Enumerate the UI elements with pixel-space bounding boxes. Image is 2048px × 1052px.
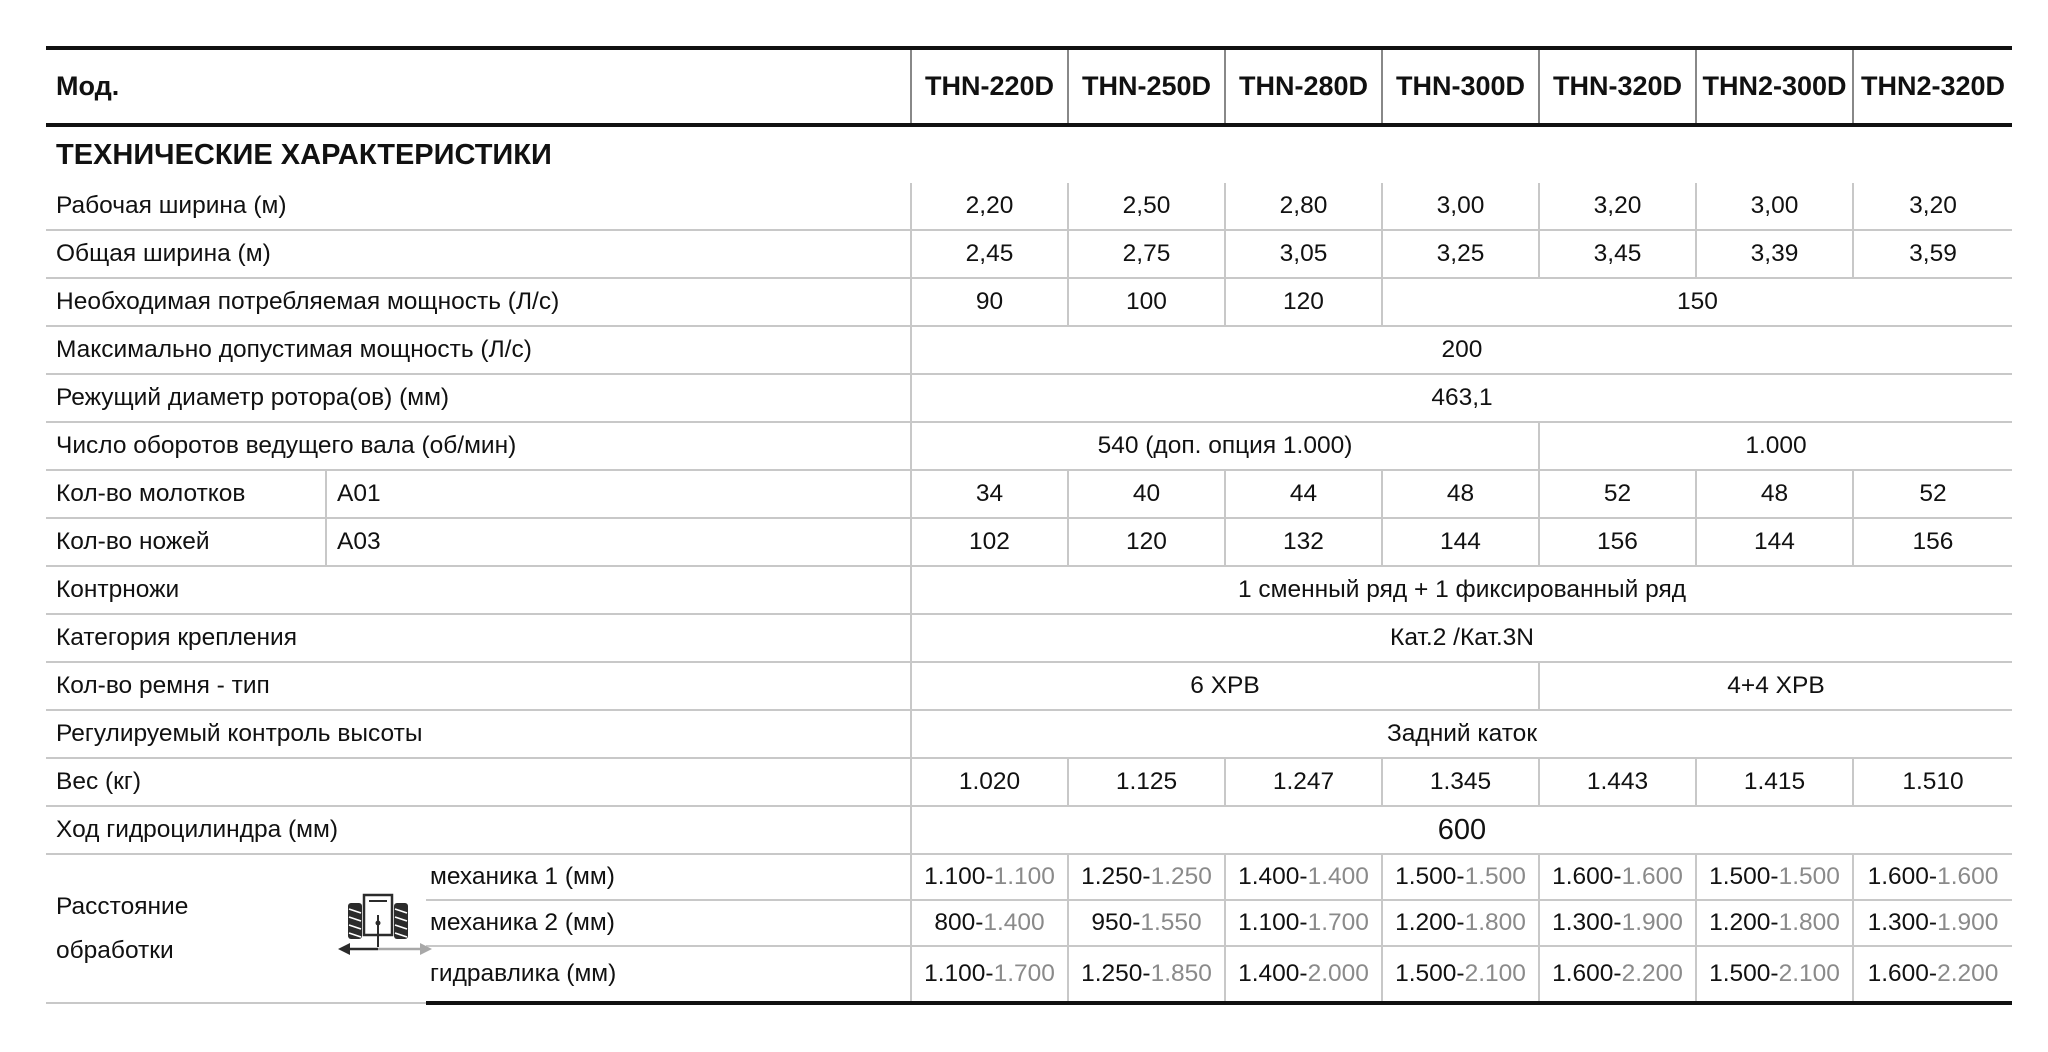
- offset-min: 800: [934, 909, 976, 936]
- offset-min: 1.500: [1395, 863, 1457, 890]
- offset-min: 1.600: [1552, 960, 1614, 987]
- section-row: [46, 125, 2012, 183]
- spec-row-height-control: [46, 710, 2012, 758]
- row-label: Режущий диаметр ротора(ов) (мм): [46, 374, 911, 422]
- cell-value: Кат.2 /Кат.3N: [911, 614, 2012, 662]
- cell-value: 1.300-1.900: [1853, 900, 2012, 946]
- row-label: Рабочая ширина (м): [46, 183, 911, 230]
- offset-min: 1.600: [1552, 863, 1614, 890]
- row-label: Общая ширина (м): [46, 230, 911, 278]
- row-label: Кол-во ремня - тип: [46, 662, 911, 710]
- cell-value: 156: [1539, 518, 1696, 566]
- spec-row-overall-width: [46, 230, 2012, 278]
- spec-row-hammers: [46, 470, 2012, 518]
- spec-row-max-power: [46, 326, 2012, 374]
- cell-value: 3,00: [1696, 183, 1853, 230]
- cell-value: 1.100-1.700: [911, 946, 1068, 1003]
- offset-max: 1.900: [1621, 909, 1683, 936]
- offset-max: 1.100: [993, 863, 1055, 890]
- cell-value: 3,05: [1225, 230, 1382, 278]
- cell-value: 3,59: [1853, 230, 2012, 278]
- spec-row-belts: [46, 662, 2012, 710]
- cell-value: 1.345: [1382, 758, 1539, 806]
- cell-value: 1.020: [911, 758, 1068, 806]
- model-header: THN-220D: [911, 48, 1068, 125]
- row-label: Контрножи: [46, 566, 911, 614]
- cell-value: 1.500-1.500: [1696, 854, 1853, 900]
- offset-max: 1.400: [983, 909, 1045, 936]
- row-code: A01: [326, 470, 911, 518]
- cell-value: 1.500-1.500: [1382, 854, 1539, 900]
- cell-value: 1.443: [1539, 758, 1696, 806]
- offset-max: 1.600: [1621, 863, 1683, 890]
- offset-max: 1.800: [1778, 909, 1840, 936]
- offset-max: 1.500: [1464, 863, 1526, 890]
- offset-min: 1.500: [1709, 863, 1771, 890]
- cell-value: 1.000: [1539, 422, 2012, 470]
- cell-value: 1.125: [1068, 758, 1225, 806]
- cell-value: 1.100-1.100: [911, 854, 1068, 900]
- offset-min: 1.200: [1395, 909, 1457, 936]
- row-label: Число оборотов ведущего вала (об/мин): [46, 422, 911, 470]
- spec-row-required-power: [46, 278, 2012, 326]
- model-header: THN-250D: [1068, 48, 1225, 125]
- cell-value: 150: [1382, 278, 2012, 326]
- offset-row-label: гидравлика (мм): [426, 946, 911, 1003]
- cell-value: 3,20: [1853, 183, 2012, 230]
- cell-value: 52: [1853, 470, 2012, 518]
- cell-value: 1 сменный ряд + 1 фиксированный ряд: [911, 566, 2012, 614]
- cell-value: 1.247: [1225, 758, 1382, 806]
- offset-label-line: обработки: [56, 936, 174, 964]
- offset-min: 1.400: [1238, 863, 1300, 890]
- offset-min: 1.100: [1238, 909, 1300, 936]
- offset-max: 1.700: [1307, 909, 1369, 936]
- offset-max: 1.550: [1140, 909, 1202, 936]
- offset-max: 1.600: [1937, 863, 1999, 890]
- row-label: Категория крепления: [46, 614, 911, 662]
- spec-row-hitch-category: [46, 614, 2012, 662]
- model-header: THN2-300D: [1696, 48, 1853, 125]
- cell-value: 2,45: [911, 230, 1068, 278]
- offset-max: 2.100: [1778, 960, 1840, 987]
- model-header: THN-280D: [1225, 48, 1382, 125]
- cell-value: 540 (доп. опция 1.000): [911, 422, 1539, 470]
- cell-value: 3,45: [1539, 230, 1696, 278]
- row-label: Необходимая потребляемая мощность (Л/с): [46, 278, 911, 326]
- offset-max: 2.200: [1937, 960, 1999, 987]
- offset-min: 1.500: [1709, 960, 1771, 987]
- cell-value: 102: [911, 518, 1068, 566]
- offset-row: [46, 854, 2012, 900]
- cell-value: 1.200-1.800: [1382, 900, 1539, 946]
- offset-label: [46, 854, 326, 1003]
- cell-value: 3,25: [1382, 230, 1539, 278]
- spec-row-working-width: [46, 183, 2012, 230]
- offset-row-label: механика 1 (мм): [426, 854, 911, 900]
- cell-value: 1.400-2.000: [1225, 946, 1382, 1003]
- cell-value: 34: [911, 470, 1068, 518]
- cell-value: 120: [1225, 278, 1382, 326]
- offset-max: 2.000: [1307, 960, 1369, 987]
- cell-value: 48: [1696, 470, 1853, 518]
- spec-row-pto-speed: [46, 422, 2012, 470]
- cell-value: 44: [1225, 470, 1382, 518]
- offset-min: 1.100: [924, 863, 986, 890]
- cell-value: 800-1.400: [911, 900, 1068, 946]
- cell-value: 2,50: [1068, 183, 1225, 230]
- offset-min: 1.600: [1867, 863, 1929, 890]
- cell-value: Задний каток: [911, 710, 2012, 758]
- offset-max: 1.400: [1307, 863, 1369, 890]
- cell-value: 1.600-2.200: [1539, 946, 1696, 1003]
- cell-value: 40: [1068, 470, 1225, 518]
- tractor-offset-icon: [326, 854, 426, 1003]
- offset-min: 950: [1091, 909, 1133, 936]
- model-header: THN-320D: [1539, 48, 1696, 125]
- spec-row-weight: [46, 758, 2012, 806]
- offset-min: 1.100: [924, 960, 986, 987]
- offset-min: 1.400: [1238, 960, 1300, 987]
- model-header: THN-300D: [1382, 48, 1539, 125]
- spec-row-counter-knives: [46, 566, 2012, 614]
- cell-value: 1.415: [1696, 758, 1853, 806]
- offset-max: 2.100: [1464, 960, 1526, 987]
- cell-value: 1.600-2.200: [1853, 946, 2012, 1003]
- cell-value: 52: [1539, 470, 1696, 518]
- cell-value: 48: [1382, 470, 1539, 518]
- cell-value: 2,20: [911, 183, 1068, 230]
- offset-label-line: Расстояние: [56, 892, 189, 920]
- offset-min: 1.500: [1395, 960, 1457, 987]
- offset-max: 1.800: [1464, 909, 1526, 936]
- offset-max: 1.250: [1150, 863, 1212, 890]
- cell-value: 1.400-1.400: [1225, 854, 1382, 900]
- spec-row-rotor-diameter: [46, 374, 2012, 422]
- offset-min: 1.300: [1867, 909, 1929, 936]
- model-header: THN2-320D: [1853, 48, 2012, 125]
- cell-value: 600: [911, 806, 2012, 854]
- spec-row-cylinder-stroke: [46, 806, 2012, 854]
- offset-max: 1.850: [1150, 960, 1212, 987]
- cell-value: 1.250-1.850: [1068, 946, 1225, 1003]
- cell-value: 3,20: [1539, 183, 1696, 230]
- row-label: Максимально допустимая мощность (Л/с): [46, 326, 911, 374]
- cell-value: 156: [1853, 518, 2012, 566]
- row-label: Вес (кг): [46, 758, 911, 806]
- cell-value: 3,00: [1382, 183, 1539, 230]
- cell-value: 144: [1382, 518, 1539, 566]
- offset-min: 1.300: [1552, 909, 1614, 936]
- spec-table: [46, 46, 2012, 1005]
- tractor-offset-icon-graphic: [336, 885, 436, 965]
- row-code: A03: [326, 518, 911, 566]
- cell-value: 200: [911, 326, 2012, 374]
- row-label: Регулируемый контроль высоты: [46, 710, 911, 758]
- header-row: [46, 48, 2012, 125]
- cell-value: 2,80: [1225, 183, 1382, 230]
- cell-value: 120: [1068, 518, 1225, 566]
- cell-value: 2,75: [1068, 230, 1225, 278]
- cell-value: 1.600-1.600: [1539, 854, 1696, 900]
- cell-value: 1.500-2.100: [1696, 946, 1853, 1003]
- offset-min: 1.250: [1081, 960, 1143, 987]
- cell-value: 463,1: [911, 374, 2012, 422]
- cell-value: 1.510: [1853, 758, 2012, 806]
- offset-max: 1.700: [993, 960, 1055, 987]
- offset-row-label: механика 2 (мм): [426, 900, 911, 946]
- row-label: Ход гидроцилиндра (мм): [46, 806, 911, 854]
- row-label: Кол-во ножей: [46, 518, 326, 566]
- cell-value: 100: [1068, 278, 1225, 326]
- cell-value: 1.600-1.600: [1853, 854, 2012, 900]
- offset-min: 1.250: [1081, 863, 1143, 890]
- cell-value: 144: [1696, 518, 1853, 566]
- offset-max: 2.200: [1621, 960, 1683, 987]
- cell-value: 1.500-2.100: [1382, 946, 1539, 1003]
- cell-value: 6 XPB: [911, 662, 1539, 710]
- cell-value: 950-1.550: [1068, 900, 1225, 946]
- cell-value: 132: [1225, 518, 1382, 566]
- offset-min: 1.600: [1867, 960, 1929, 987]
- offset-min: 1.200: [1709, 909, 1771, 936]
- cell-value: 1.200-1.800: [1696, 900, 1853, 946]
- row-label: Кол-во молотков: [46, 470, 326, 518]
- spec-row-knives: [46, 518, 2012, 566]
- cell-value: 3,39: [1696, 230, 1853, 278]
- cell-value: 1.250-1.250: [1068, 854, 1225, 900]
- offset-max: 1.900: [1937, 909, 1999, 936]
- cell-value: 1.100-1.700: [1225, 900, 1382, 946]
- cell-value: 1.300-1.900: [1539, 900, 1696, 946]
- section-title: ТЕХНИЧЕСКИЕ ХАРАКТЕРИСТИКИ: [56, 138, 552, 171]
- cell-value: 90: [911, 278, 1068, 326]
- offset-max: 1.500: [1778, 863, 1840, 890]
- model-header-label: Мод.: [46, 48, 911, 125]
- cell-value: 4+4 XPB: [1539, 662, 2012, 710]
